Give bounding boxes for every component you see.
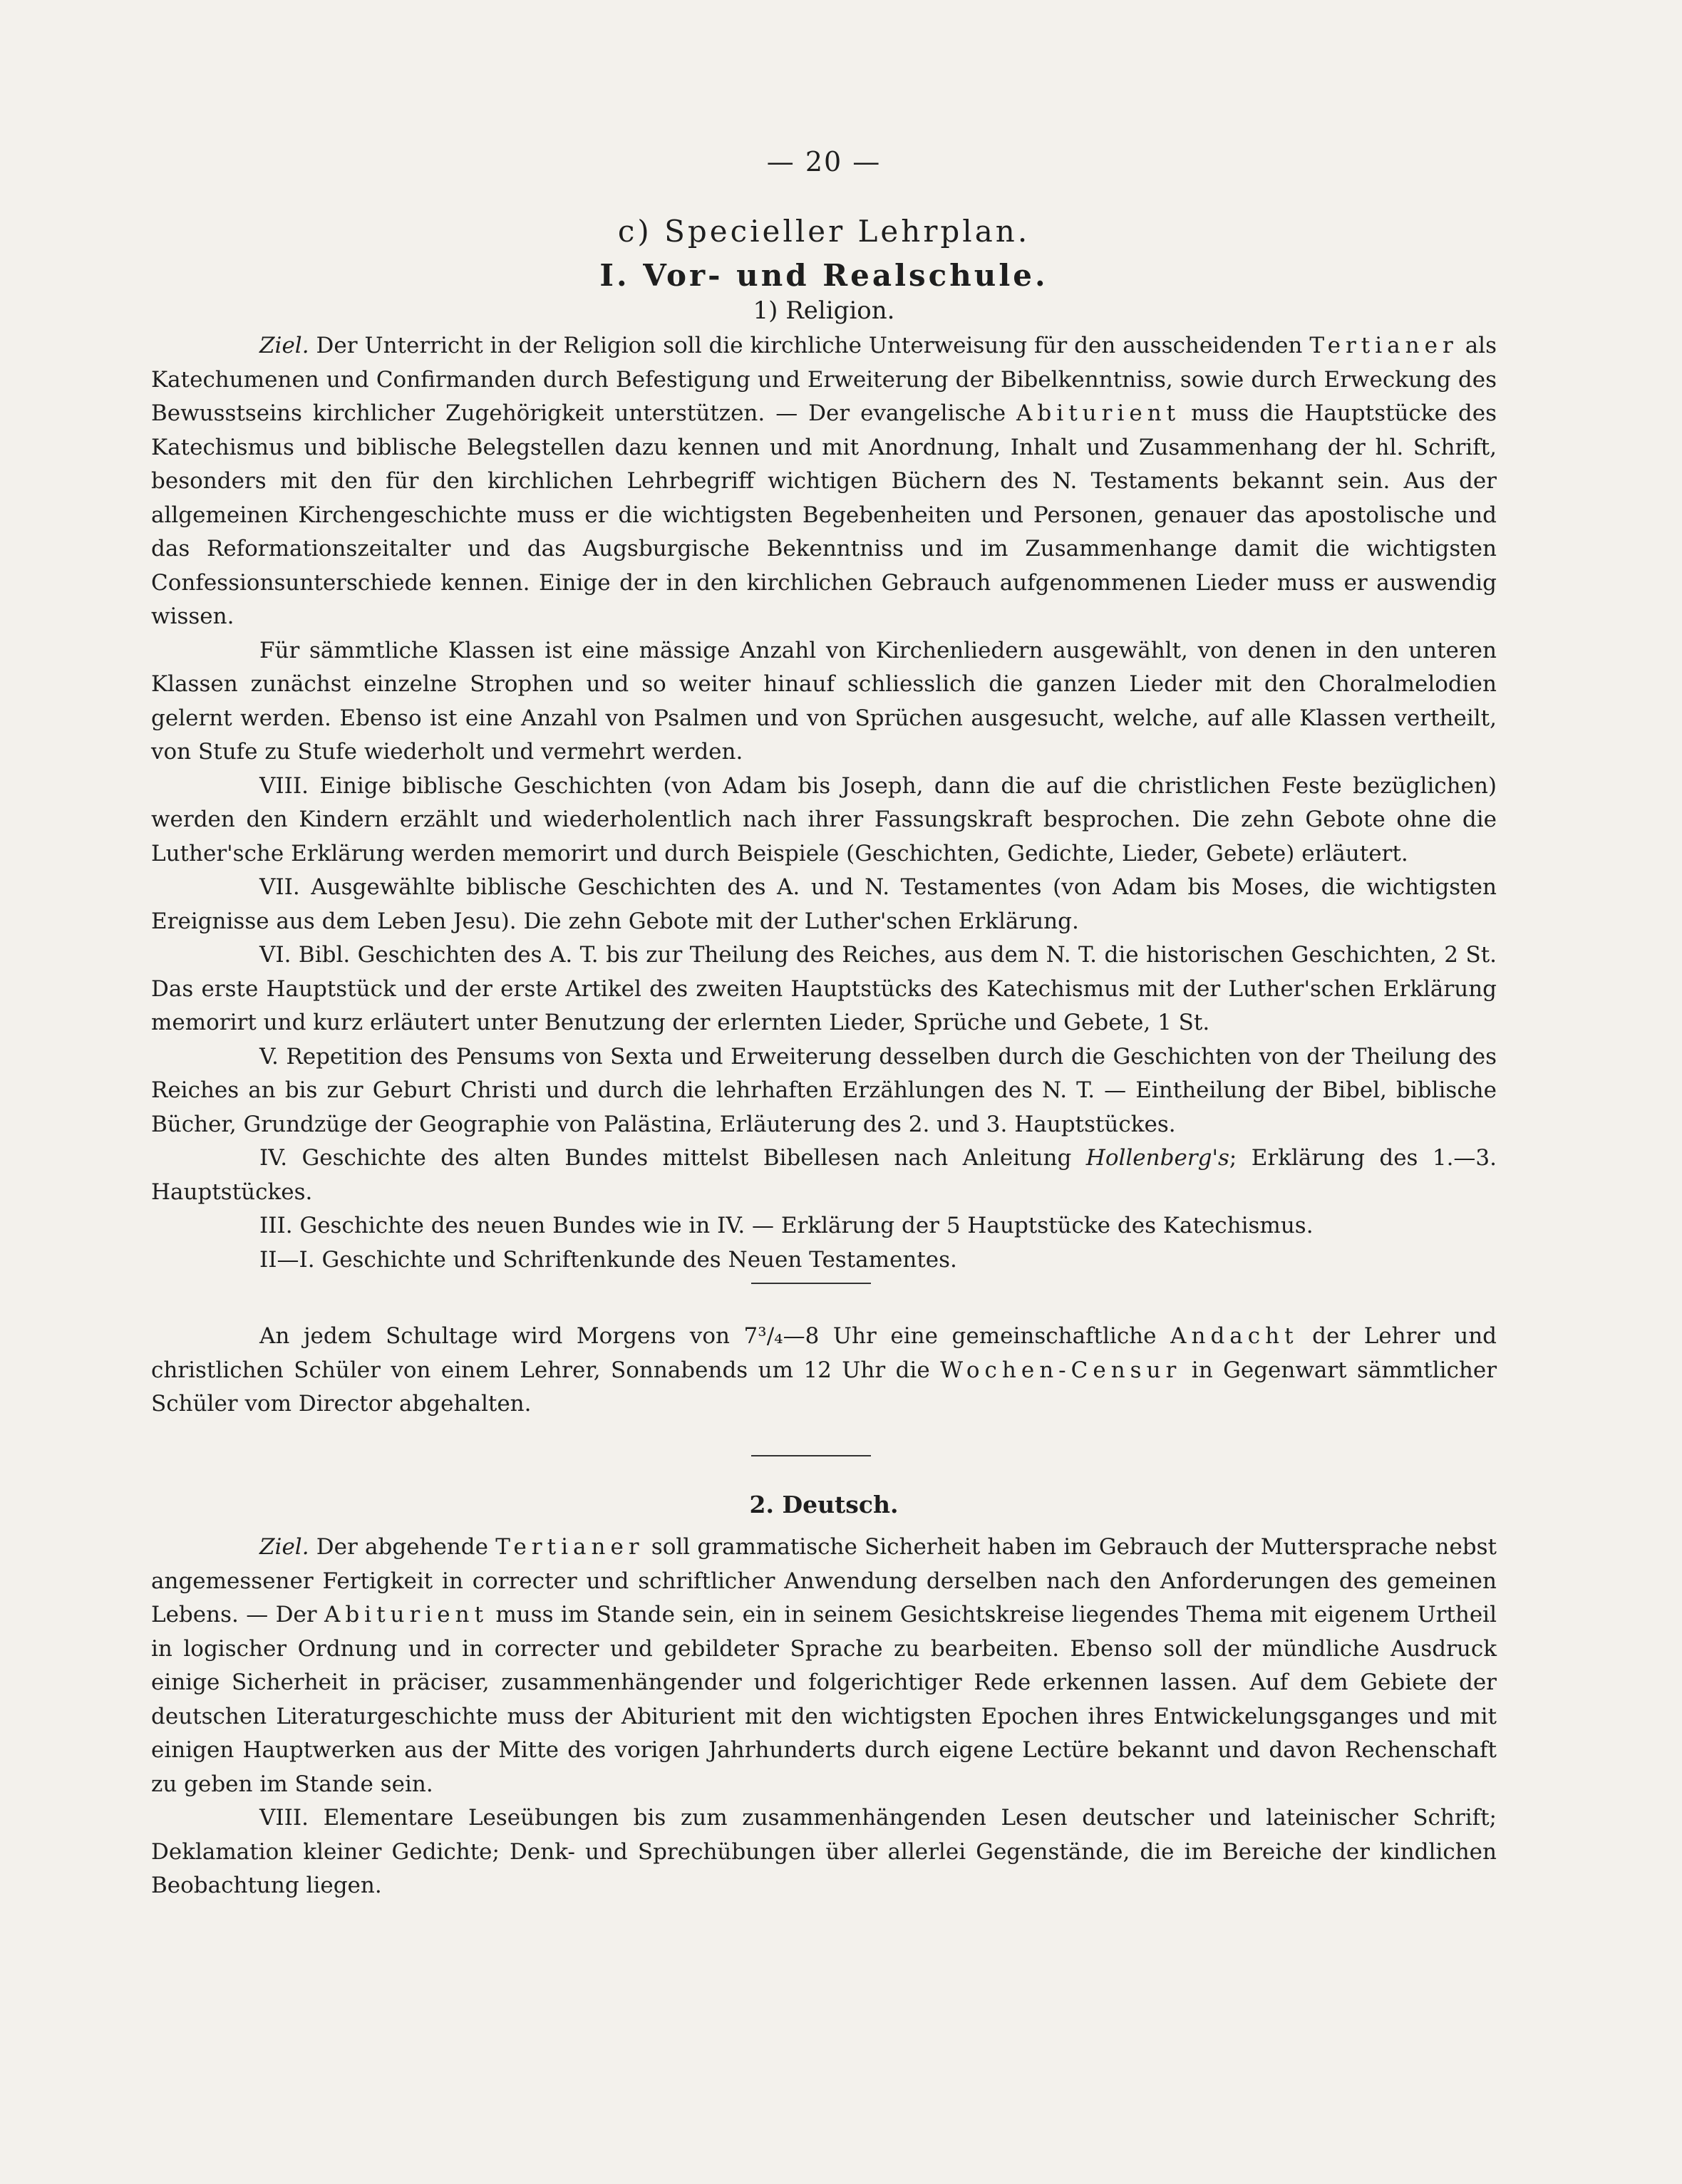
- divider: [751, 1455, 871, 1456]
- religion-section: [151, 329, 1497, 1277]
- class-v-paragraph: V. Repetition des Pensums von Sexta und Erweiterung desselben durch die Geschichten von der Theilung des Reiches an bis zur Geburt Christi und durch die lehrhaften Erzählungen des N. T. — Eintheilung der Bibel, biblische Bücher, Grundzüge der Geographie von Palästina, Erläuterung des 2. und 3. Hauptstückes.: [151, 1043, 1497, 1137]
- class-iii-paragraph: III. Geschichte des neuen Bundes wie in IV. — Erklärung der 5 Hauptstücke des Katechismus.: [259, 1213, 1314, 1238]
- divider: [751, 1283, 871, 1284]
- ziel-label: Ziel.: [259, 333, 309, 358]
- religion-ziel-paragraph: Ziel. Der Unterricht in der Religion soll die kirchliche Unterweisung für den ausscheidenden Tertianer als Katechumenen und Confirmanden durch Befestigung und Erweiterung der Bibelkenntniss, sowie durch Erweckung des Bewusstseins kirchlicher Zugehörigkeit unterstützen. — Der evangelische Abiturient muss die Hauptstücke des Katechismus und biblische Belegstellen dazu kennen und mit Anordnung, Inhalt und Zusammenhang der hl. Schrift, besonders mit den für den kirchlichen Lehrbegriff wichtigen Büchern des N. Testaments bekannt sein. Aus der allgemeinen Kirchengeschichte muss er die wichtigsten Begebenheiten und Personen, genauer das apostolische und das Reformationszeitalter und das Augsburgische Bekenntniss und im Zusammenhange damit die wichtigsten Confessionsunterschiede kennen. Einige der in den kirchlichen Gebrauch aufgenommenen Lieder muss er auswendig wissen.: [151, 333, 1497, 629]
- class-viii-paragraph: VIII. Einige biblische Geschichten (von Adam bis Joseph, dann die auf die christlichen Feste bezüglichen) werden den Kindern erzählt und wiederholentlich nach ihrer Fassungskraft besprochen. Die zehn Gebote ohne die Luther'sche Erklärung werden memorirt und durch Beispiele (Geschichten, Gedichte, Lieder, Gebete) erläutert.: [151, 772, 1497, 866]
- class-vi-paragraph: VI. Bibl. Geschichten des A. T. bis zur Theilung des Reiches, aus dem N. T. die historischen Geschichten, 2 St. Das erste Hauptstück und der erste Artikel des zweiten Hauptstücks des Katechismus mit der Luther'schen Erklärung memorirt und kurz erläutert unter Benutzung der erlernten Lieder, Sprüche und Gebete, 1 St.: [151, 942, 1497, 1035]
- deutsch-section: [151, 1531, 1497, 1903]
- andacht-section: [151, 1320, 1497, 1422]
- deutsch-class-viii-paragraph: VIII. Elementare Leseübungen bis zum zusammenhängenden Lesen deutscher und lateinischer Schrift; Deklamation kleiner Gedichte; Denk- und Sprechübungen über allerlei Gegenstände, die im Bereiche der kindlichen Beobachtung liegen.: [151, 1805, 1497, 1898]
- deutsch-ziel-paragraph: Ziel. Der abgehende Tertianer soll grammatische Sicherheit haben im Gebrauch der Muttersprache nebst angemessener Fertigkeit in correcter und schriftlicher Anwendung derselben nach den Anforderungen des gemeinen Lebens. — Der Abiturient muss im Stande sein, ein in seinem Gesichtskreise liegendes Thema mit eigenem Urtheil in logischer Ordnung und in correcter und gebildeter Sprache zu bearbeiten. Ebenso soll der mündliche Ausdruck einige Sicherheit in präciser, zusammenhängender und folgerichtiger Rede erkennen lassen. Auf dem Gebiete der deutschen Literaturgeschichte muss der Abiturient mit den wichtigsten Epochen ihres Entwickelungsganges und mit einigen Hauptwerken aus der Mitte des vorigen Jahrhunderts durch eigene Lectüre bekannt und davon Rechenschaft zu geben im Stande sein.: [151, 1534, 1497, 1797]
- deutsch-heading: 2. Deutsch.: [749, 1491, 899, 1518]
- part-title: I. Vor- und Realschule.: [599, 258, 1048, 293]
- page-number: — 20 —: [766, 146, 882, 177]
- section-title: c) Specieller Lehrplan.: [617, 214, 1031, 249]
- religion-heading: 1) Religion.: [753, 296, 895, 325]
- class-ii-i-paragraph: II—I. Geschichte und Schriftenkunde des Neuen Testamentes.: [259, 1246, 957, 1273]
- class-iv-paragraph: IV. Geschichte des alten Bundes mittelst Bibellesen nach Anleitung Hollenberg's; Erklärung des 1.—3. Hauptstückes.: [151, 1145, 1497, 1205]
- class-vii-paragraph: VII. Ausgewählte biblische Geschichten des A. und N. Testamentes (von Adam bis Moses, die wichtigsten Ereignisse aus dem Leben Jesu). Die zehn Gebote mit der Luther'schen Erklärung.: [151, 874, 1497, 934]
- lieder-paragraph: Für sämmtliche Klassen ist eine mässige Anzahl von Kirchenliedern ausgewählt, von denen in den unteren Klassen zunächst einzelne Strophen und so weiter hinauf schliesslich die ganzen Lieder mit den Choralmelodien gelernt werden. Ebenso ist eine Anzahl von Psalmen und von Sprüchen ausgesucht, welche, auf alle Klassen vertheilt, von Stufe zu Stufe wiederholt und vermehrt werden.: [151, 637, 1497, 765]
- andacht-paragraph: An jedem Schultage wird Morgens von 7³/₄—8 Uhr eine gemeinschaftliche Andacht der Lehrer und christlichen Schüler von einem Lehrer, Sonnabends um 12 Uhr die Wochen-Censur in Gegenwart sämmtlicher Schüler vom Director abgehalten.: [151, 1323, 1497, 1417]
- author-name: Hollenberg's: [1085, 1145, 1229, 1171]
- ziel-label: Ziel.: [259, 1534, 309, 1560]
